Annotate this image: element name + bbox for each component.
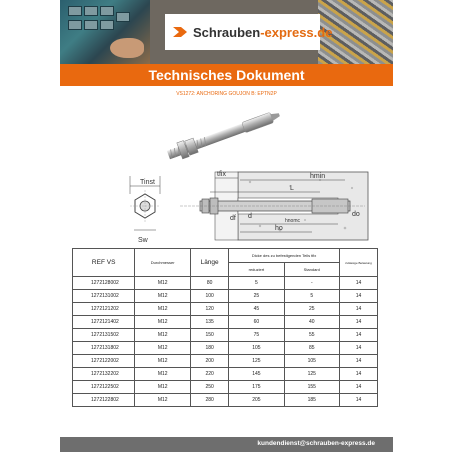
- cell-length: 220: [191, 368, 229, 381]
- cell-diameter: M12: [135, 342, 191, 355]
- col-thickness: Dicke des zu befestigenden Teils tfix: [229, 249, 340, 263]
- cell-diameter: M12: [135, 394, 191, 407]
- table-row: [73, 342, 378, 355]
- cell-ref: 1272122002: [73, 355, 135, 368]
- cell-length: 80: [191, 277, 229, 290]
- cell-diameter: M12: [135, 329, 191, 342]
- table-row: [73, 329, 378, 342]
- col-reduced: reduziert: [229, 263, 284, 277]
- table-row: [73, 394, 378, 407]
- cell-standard: 55: [284, 329, 339, 342]
- table-row: [73, 355, 378, 368]
- cell-ref: 1272131802: [73, 342, 135, 355]
- cell-standard: 25: [284, 303, 339, 316]
- cell-length: 135: [191, 316, 229, 329]
- cell-length: 250: [191, 381, 229, 394]
- reference-table: [72, 248, 378, 407]
- cell-ref: 1272121402: [73, 316, 135, 329]
- cell-extra: 14: [339, 316, 377, 329]
- cell-ref: 1272132202: [73, 368, 135, 381]
- cell-ref: 1272122502: [73, 381, 135, 394]
- cell-extra: 14: [339, 290, 377, 303]
- document-page: [60, 0, 393, 452]
- cell-diameter: M12: [135, 381, 191, 394]
- label-hnom: hnomc: [285, 218, 301, 224]
- col-ref: REF VS: [73, 249, 135, 277]
- cell-reduced: 205: [229, 394, 284, 407]
- label-df: df: [230, 215, 236, 222]
- cell-reduced: 175: [229, 381, 284, 394]
- cell-extra: 14: [339, 368, 377, 381]
- cell-length: 180: [191, 342, 229, 355]
- cell-extra: 14: [339, 355, 377, 368]
- cell-length: 280: [191, 394, 229, 407]
- cell-ref: 1272121202: [73, 303, 135, 316]
- cell-standard: 5: [284, 290, 339, 303]
- cell-diameter: M12: [135, 368, 191, 381]
- cell-length: 200: [191, 355, 229, 368]
- document-subtitle: VS1272: ANCHORING GOUJON B: EPTN2P: [176, 91, 277, 97]
- label-h0: ho: [275, 225, 283, 232]
- cell-length: 150: [191, 329, 229, 342]
- cell-standard: 85: [284, 342, 339, 355]
- cell-reduced: 75: [229, 329, 284, 342]
- logo-mark-icon: [171, 24, 189, 40]
- cell-diameter: M12: [135, 303, 191, 316]
- cell-extra: 14: [339, 303, 377, 316]
- concrete-section: [180, 172, 368, 240]
- cell-reduced: 125: [229, 355, 284, 368]
- cell-extra: 14: [339, 381, 377, 394]
- cell-reduced: 25: [229, 290, 284, 303]
- header-banner: [60, 0, 393, 64]
- footer-email[interactable]: kundendienst@schrauben-express.de: [257, 440, 375, 447]
- cell-reduced: 105: [229, 342, 284, 355]
- cell-standard: 125: [284, 368, 339, 381]
- label-d: d: [248, 213, 252, 220]
- col-standard: Standard: [284, 263, 339, 277]
- cell-reduced: 5: [229, 277, 284, 290]
- document-title: Technisches Dokument: [148, 67, 305, 83]
- cell-extra: 14: [339, 277, 377, 290]
- cell-extra: 14: [339, 394, 377, 407]
- footer-bar: [60, 437, 393, 452]
- cell-extra: 14: [339, 342, 377, 355]
- table-row: [73, 381, 378, 394]
- label-l: L: [290, 185, 294, 192]
- table-row: [73, 277, 378, 290]
- cell-standard: 40: [284, 316, 339, 329]
- cell-diameter: M12: [135, 316, 191, 329]
- cell-diameter: M12: [135, 290, 191, 303]
- cell-ref: 1272128002: [73, 277, 135, 290]
- cell-reduced: 145: [229, 368, 284, 381]
- cell-standard: -: [284, 277, 339, 290]
- cell-standard: 185: [284, 394, 339, 407]
- brand-name: Schrauben-express.de: [193, 25, 333, 40]
- col-length: Länge: [191, 249, 229, 277]
- installation-diagram: [90, 168, 375, 248]
- cell-standard: 105: [284, 355, 339, 368]
- table-body: [73, 277, 378, 407]
- table-row: [73, 368, 378, 381]
- label-tfix: tfix: [217, 171, 226, 178]
- cell-ref: 1272131002: [73, 290, 135, 303]
- col-extra: zulässige Belastung: [339, 249, 377, 277]
- label-d0: do: [352, 211, 360, 218]
- brand-logo[interactable]: [165, 14, 333, 50]
- cell-extra: 14: [339, 329, 377, 342]
- cell-reduced: 45: [229, 303, 284, 316]
- table-row: [73, 303, 378, 316]
- cell-diameter: M12: [135, 277, 191, 290]
- label-hmin: hmin: [310, 173, 326, 180]
- cell-ref: 1272131502: [73, 329, 135, 342]
- cell-diameter: M12: [135, 355, 191, 368]
- cell-ref: 1272122802: [73, 394, 135, 407]
- col-diameter: Durchmesser: [135, 249, 191, 277]
- table-row: [73, 316, 378, 329]
- cell-reduced: 60: [229, 316, 284, 329]
- title-bar: [60, 64, 393, 86]
- label-tinst: Tinst: [140, 179, 155, 186]
- label-sw: Sw: [138, 237, 148, 244]
- cell-length: 100: [191, 290, 229, 303]
- table-row: [73, 290, 378, 303]
- tools-photo: [60, 0, 150, 64]
- cell-length: 120: [191, 303, 229, 316]
- anchor-bolt-illustration: [155, 100, 295, 170]
- cell-standard: 155: [284, 381, 339, 394]
